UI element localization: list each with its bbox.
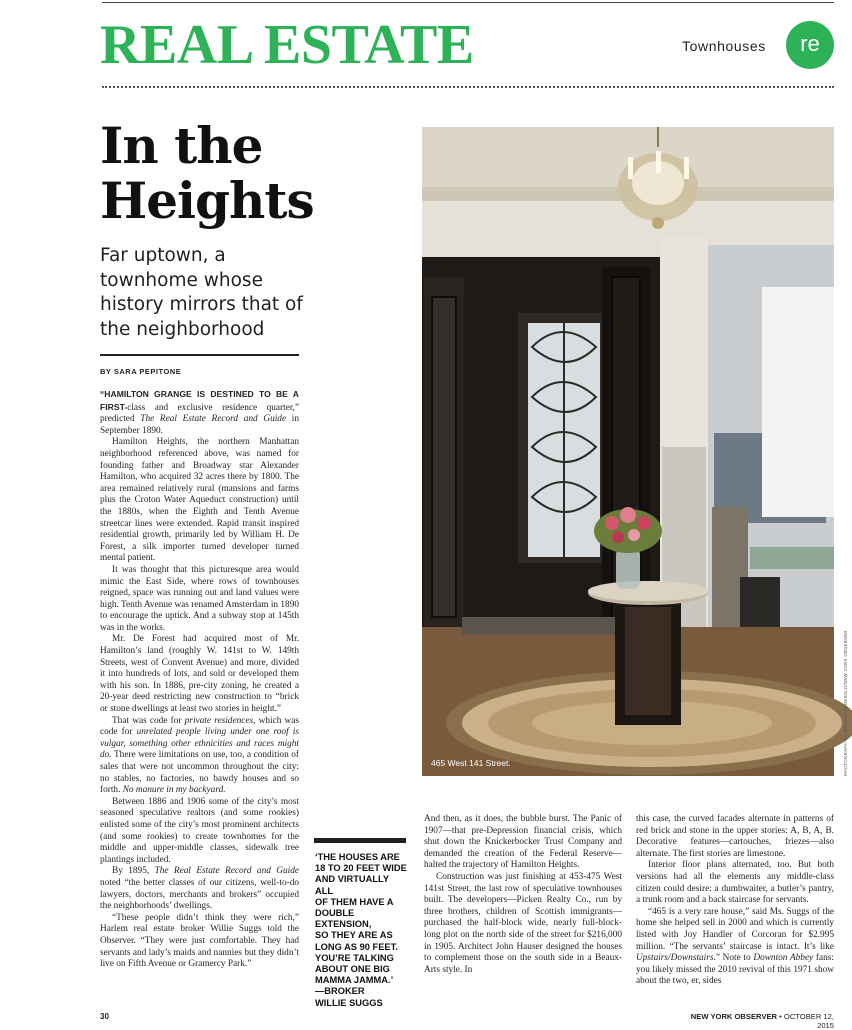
issue-date: OCTOBER 12, 2015: [783, 1012, 834, 1030]
publication-title: The Real Estate Record and Guide: [140, 414, 287, 425]
photo-caption: 465 West 141 Street.: [431, 758, 511, 768]
publication-name: NEW YORK OBSERVER: [690, 1012, 778, 1021]
paragraph: “These people didn’t think they were rich,” Harlem real estate broker Willie Suggs told the Observer. “They were just comfortable. They had servants and lady’s maids and nannies but they didn’t live on Fifth Avenue or Gramercy Park.”: [100, 912, 299, 970]
publication-title: The Real Estate Record and Guide: [154, 866, 299, 877]
headline-line-2: Heights: [100, 171, 314, 230]
pull-quote-attribution: WILLIE SUGGS: [315, 997, 383, 1008]
pull-quote-line: DOUBLE EXTENSION,: [315, 908, 372, 930]
text-run: noted “the better classes of our citizens, well-to-do lawyers, doctors, merchants and brokers” occupied the neighborhoods’ dwellings.: [100, 877, 299, 912]
emphasis: Upstairs/Downstairs: [636, 953, 714, 964]
emphasis: unrelated people living under one roof is vulgar, something other ethnicities and races might do.: [100, 727, 299, 761]
text-run: “465 is a very rare house,” said Ms. Suggs of the home she helped sell in 2000 and which is currently listed with Joy Handler of Corcoran for $2.995 million. “The servants’ staircase is intact. It’s like: [636, 906, 834, 952]
pull-quote-line: YOU’RE TALKING: [315, 952, 394, 963]
paragraph: It was thought that this picturesque area would mimic the East Side, where rows of townhouses reigned, space was running out and land values were high. Tenth Avenue was renamed Amsterdam in 1890 to encourage the uptick. And a subway stop at 145th was in the works.: [100, 564, 299, 633]
paragraph: Between 1886 and 1906 some of the city’s most seasoned speculative realtors (and some rookies) enlisted some of the city’s most prominent architects (and some rookies) to create townhomes for the middle and upper-middle classes, sidewalk tree plantings included.: [100, 796, 299, 865]
photo-illustration: [422, 127, 834, 776]
pull-quote-line: ABOUT ONE BIG: [315, 964, 390, 975]
pull-quote-line: LONG AS 90 FEET.: [315, 941, 398, 952]
text-run: , which was code for: [100, 715, 300, 738]
section-title: REAL ESTATE: [100, 14, 474, 76]
text-run: That was code for: [112, 715, 185, 726]
page-number: 30: [100, 1012, 109, 1021]
pull-quote-line: OF THEM HAVE A: [315, 896, 394, 907]
paragraph: [100, 866, 299, 912]
footer-publication-line: NEW YORK OBSERVER • OCTOBER 12, 2015: [690, 1012, 834, 1030]
paragraph: Construction was just finishing at 453-475 West 141st Street, the last row of speculative townhouses built. The developers—Picken Realty Co., run by three brothers, children of Scottish immigrants—purchased the half-block wide, nearly full-block-long plot on the north side of the street for $216,000 in 1905. Architect John Hauser designed the houses to complement those on the south side in a Beaux-Arts style. In: [424, 871, 622, 975]
emphasis: private residences: [184, 715, 254, 726]
pull-quote-line: ‘THE HOUSES ARE: [315, 852, 400, 862]
top-rule: [102, 2, 834, 3]
byline-rule: [100, 354, 299, 356]
text-run: By 1895,: [112, 866, 155, 877]
paragraph: [636, 907, 834, 988]
section-badge: re: [786, 21, 834, 69]
pull-quote-attribution: —BROKER: [315, 986, 365, 997]
pull-quote-rule: [314, 838, 406, 843]
photo-credit: PHOTOGRAPH BY MOLLY FITZGERALD/NEW YORK OBSERVER: [843, 630, 848, 776]
paragraph: [100, 389, 299, 437]
text-run: .” Note to: [713, 953, 754, 964]
dek: Far uptown, a townhome whose history mirrors that of the neighborhood: [100, 245, 303, 340]
text-run: fans: you likely missed the 2010 revival of this 1971 show about the two, er, sides: [636, 953, 834, 987]
pull-quote: [315, 852, 409, 1009]
dotted-divider: [102, 86, 834, 88]
paragraph: this case, the curved facades alternate in patterns of red brick and stone in the upper stories: A, B, A, B. Decorative features—cartouches, friezes—also alternate. The first stories are limestone.: [636, 814, 834, 859]
paragraph: [100, 716, 299, 797]
pull-quote-line: MAMMA JAMMA.’: [315, 975, 394, 986]
pull-quote-line: 18 TO 20 FEET WIDE: [315, 863, 407, 874]
lead-in-caps: “HAMILTON GRANGE IS DESTINED TO BE A FIRST-: [100, 389, 299, 412]
byline: BY SARA PEPITONE: [100, 367, 182, 376]
interior-photo: [422, 127, 834, 776]
paragraph: Hamilton Heights, the northern Manhattan neighborhood referenced above, was named for founding father and Broadway star Alexander Hamilton, who acquired 32 acres there by 1800. The area remained relatively rural (mansions and farms plus the Croton Water Aqueduct construction) until the 1880s, when the Eighth and Tenth Avenue streetcar lines were extended. Rapid transit inspired residential growth, primarily led by William H. De Forest, a silk importer turned developer turned mental patient.: [100, 437, 299, 564]
emphasis: Downton Abbey: [753, 953, 814, 964]
article-column-1: [100, 389, 299, 971]
text-run: class and exclusive residence quarter,” predicted: [100, 402, 299, 425]
headline: [100, 118, 400, 228]
headline-line-1: In the: [100, 116, 263, 175]
article-column-3: [636, 814, 834, 988]
text-run: in September 1890.: [100, 414, 299, 436]
text-run: There were limitations on use, too, a condition of sales that were not uncommon throughout the city: no stables, no factories, no bawdy houses and so forth.: [100, 750, 299, 796]
emphasis: No manure in my backyard.: [122, 785, 226, 796]
paragraph: And then, as it does, the bubble burst. The Panic of 1907—that pre-Depression financial crisis, which shut down the Knickerbocker Trust Company and demanded the creation of the Federal Reserve—halted the trajectory of Hamilton Heights.: [424, 814, 622, 871]
article-column-2: [424, 814, 622, 976]
paragraph: Mr. De Forest had acquired most of Mr. Hamilton’s land (roughly W. 141st to W. 149th Streets, west of Convent Avenue) and more, divided it into hundreds of lots, and sold or developed them with his son. In 1886, pre-city zoning, he created a 20-year deed restricting new construction to “brick or stone dwellings at least two stories in height.”: [100, 634, 299, 715]
pull-quote-line: SO THEY ARE AS: [315, 930, 393, 941]
section-tag: Townhouses: [682, 38, 766, 54]
paragraph: Interior floor plans alternated, too. But both versions had all the elements any middle-class citizen could desire: a dumbwaiter, a butler’s pantry, a trunk room and a back staircase for servants.: [636, 860, 834, 906]
pull-quote-line: AND VIRTUALLY ALL: [315, 874, 389, 896]
